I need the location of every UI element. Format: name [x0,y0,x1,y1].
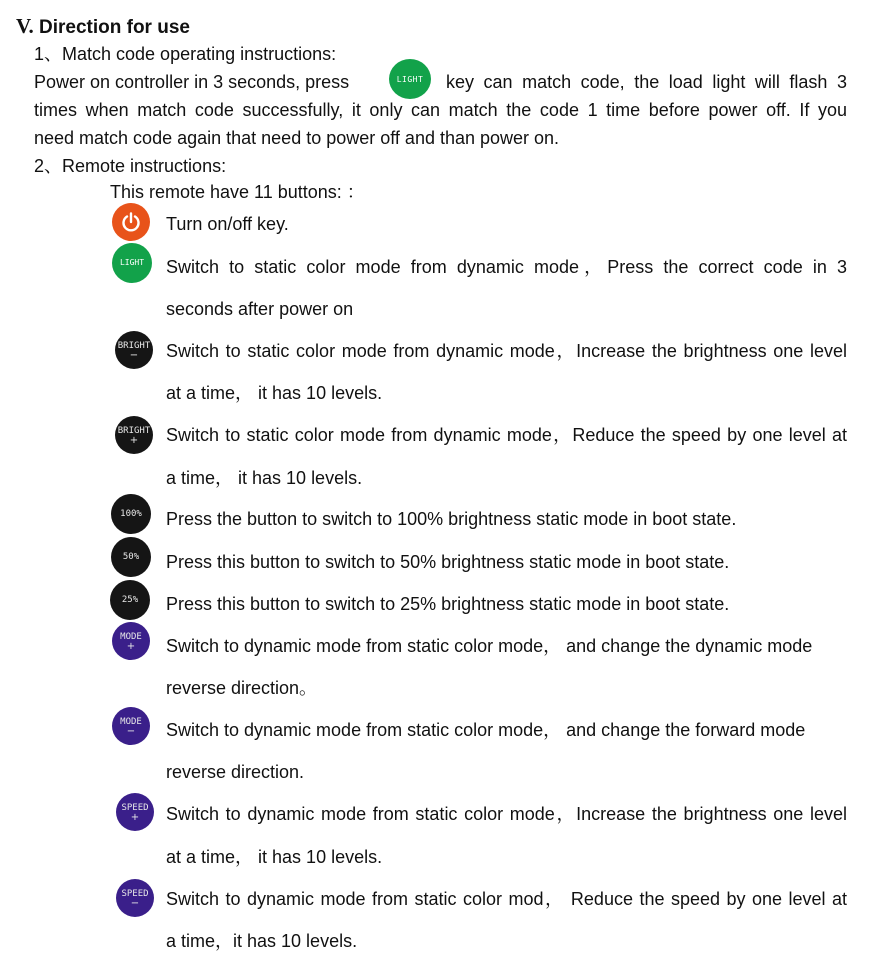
mode-minus-symbol: − [126,725,136,737]
section-number: V. [16,14,34,38]
match-code-line1-before: Power on controller in 3 seconds, press [34,72,350,92]
mode-plus-description-line1: Switch to dynamic mode from static color mode， and change the dynamic mode [166,636,813,656]
brightness-25-icon [110,580,150,620]
brightness-100-description: Press the button to switch to 100% brightness static mode in boot state. [166,509,737,529]
bright-plus-icon [115,416,153,454]
bright-minus-description-line1: Switch to static color mode from dynamic mode，Increase the brightness one level [166,341,847,361]
remote-title: 2、Remote instructions: [34,156,227,176]
speed-plus-symbol: + [130,811,140,823]
bright-minus-description-line2: at a time， it has 10 levels. [166,383,383,403]
power-description: Turn on/off key. [166,214,289,234]
speed-minus-icon [116,879,154,917]
mode-minus-icon [112,707,150,745]
bright-minus-icon [115,331,153,369]
match-code-line1-after: key can match code, the load light will flash 3 [446,72,847,92]
speed-plus-description-line1: Switch to dynamic mode from static color mode，Increase the brightness one level [166,804,847,824]
mode-minus-caption: MODE [120,716,142,727]
bright-plus-symbol: + [129,434,139,446]
light-icon [112,243,152,283]
brightness-25-description: Press this button to switch to 25% brightness static mode in boot state. [166,594,730,614]
power-symbol-icon [120,211,142,233]
inline-light-key-label: LIGHT [396,74,424,84]
light-icon-caption: LIGHT [119,258,145,267]
light-description-line1: Switch to static color mode from dynamic mode，Press the correct code in 3 [166,257,847,277]
brightness-50-icon [111,537,151,577]
power-icon [112,203,150,241]
bright-minus-caption: BRIGHT [117,340,151,351]
brightness-100-icon [111,494,151,534]
speed-plus-caption: SPEED [121,802,149,813]
brightness-50-description: Press this button to switch to 50% brightness static mode in boot state. [166,552,730,572]
mode-plus-symbol: + [126,640,136,652]
mode-minus-description-line1: Switch to dynamic mode from static color mode， and change the forward mode [166,720,806,740]
speed-plus-description-line2: at a time， it has 10 levels. [166,847,383,867]
remote-intro: This remote have 11 buttons: ： [110,182,365,202]
brightness-100-caption: 100% [120,509,142,519]
bright-minus-symbol: − [129,349,139,361]
brightness-25-caption: 25% [121,595,139,605]
section-title: Direction for use [39,17,190,38]
match-code-line2: times when match code successfully, it only can match the code 1 time before power off. If you [34,100,847,120]
speed-plus-icon [116,793,154,831]
speed-minus-description-line2: a time，it has 10 levels. [166,931,358,951]
light-description-line2: seconds after power on [166,299,354,319]
match-code-title: 1、Match code operating instructions: [34,44,337,64]
section-heading [16,14,190,40]
mode-plus-caption: MODE [120,631,142,642]
mode-plus-icon [112,622,150,660]
speed-minus-caption: SPEED [121,888,149,899]
speed-minus-symbol: − [130,897,140,909]
inline-light-key-icon [389,59,431,99]
mode-plus-description-line2: reverse direction。 [166,678,318,698]
bright-plus-caption: BRIGHT [117,425,151,436]
brightness-50-caption: 50% [122,552,140,562]
bright-plus-description-line1: Switch to static color mode from dynamic mode，Reduce the speed by one level at [166,425,847,445]
bright-plus-description-line2: a time， it has 10 levels. [166,468,363,488]
speed-minus-description-line1: Switch to dynamic mode from static color mod， Reduce the speed by one level at [166,889,847,909]
mode-minus-description-line2: reverse direction. [166,762,305,782]
match-code-line3: need match code again that need to power off and than power on. [34,128,560,148]
